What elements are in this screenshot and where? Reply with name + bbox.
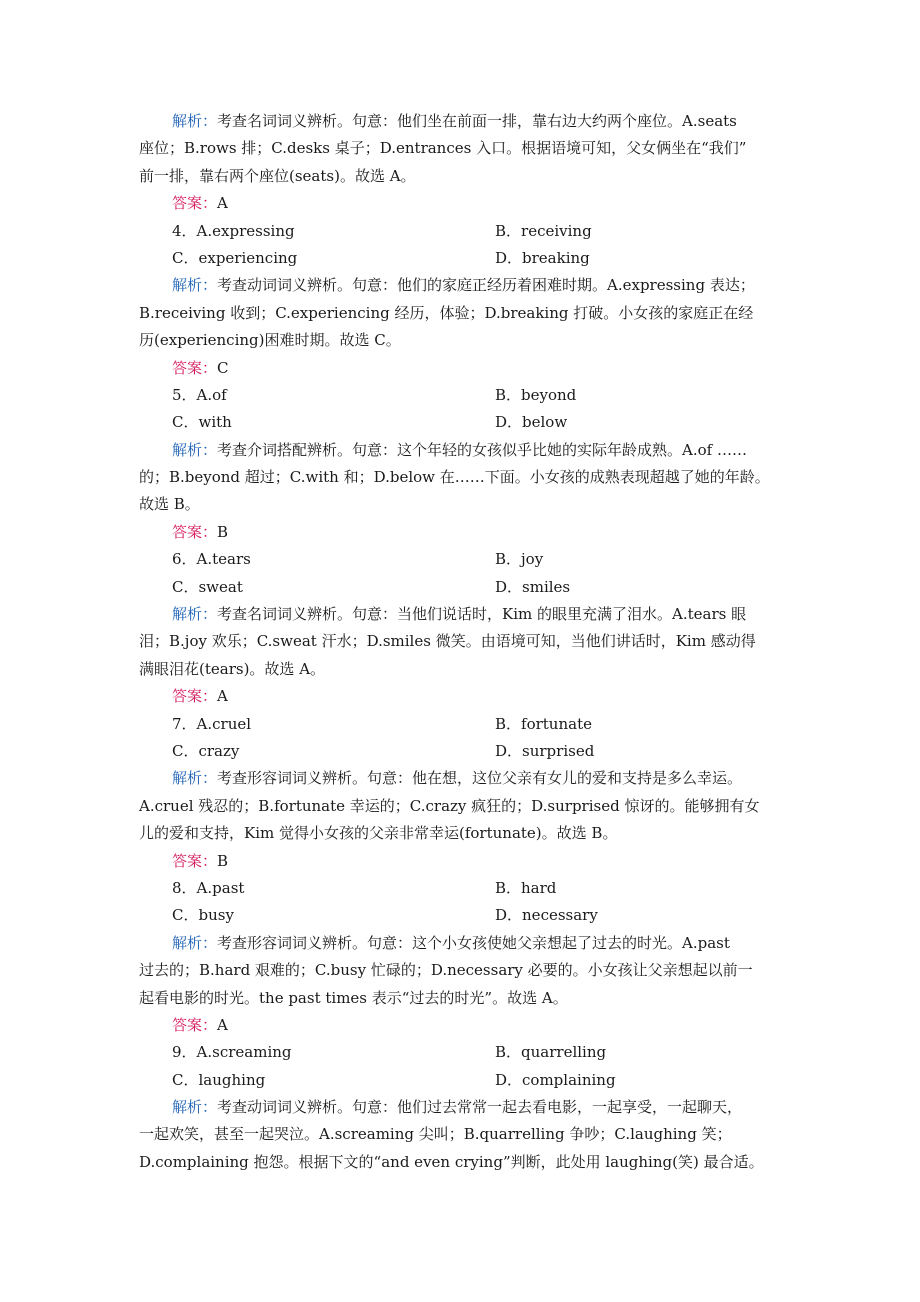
analysis-label: 解析：: [172, 605, 218, 624]
option-b: B．fortunate: [495, 714, 592, 733]
option-d: D．below: [495, 413, 568, 432]
answer-line: [139, 1012, 794, 1039]
option-d: D．breaking: [495, 248, 590, 267]
option-c: C．experiencing: [172, 248, 298, 267]
answer-label: 答案：: [172, 1015, 218, 1034]
option-d: D．smiles: [495, 577, 571, 596]
option-b: B．receiving: [495, 221, 592, 240]
option-c: C．sweat: [172, 577, 243, 596]
option-b: B．quarrelling: [495, 1043, 607, 1062]
option-a: 9．A.screaming: [172, 1043, 292, 1062]
analysis-label: 解析：: [172, 112, 218, 130]
analysis-label: 解析：: [172, 769, 218, 788]
analysis-line: 的；B.beyond 超过；C.with 和；D.below 在……下面。小女孩的成熟表现超越了她的年龄。: [139, 468, 770, 487]
analysis-line: [139, 930, 794, 957]
option-a: 8．A.past: [172, 878, 245, 897]
option-row: [139, 382, 794, 409]
analysis-line: 一起欢笑，甚至一起哭泣。A.screaming 尖叫；B.quarrelling 争吵；C.laughing 笑；: [139, 1125, 732, 1144]
option-c: C．laughing: [172, 1070, 266, 1089]
answer-value: B: [217, 522, 229, 541]
analysis-line: [139, 765, 794, 792]
analysis-line: 泪；B.joy 欢乐；C.sweat 汗水；D.smiles 微笑。由语境可知，当他们讲话时，Kim 感动得: [139, 632, 756, 651]
answer-label: 答案：: [172, 522, 218, 541]
option-b: B．joy: [495, 550, 544, 569]
analysis-line: 前一排，靠右两个座位(seats)。故选 A。: [139, 166, 416, 185]
answer-value: A: [217, 1015, 228, 1034]
analysis-line: 儿的爱和支持，Kim 觉得小女孩的父亲非常幸运(fortunate)。故选 B。: [139, 824, 618, 843]
option-row: [139, 711, 794, 738]
option-b: B．hard: [495, 878, 557, 897]
answer-value: B: [217, 851, 229, 870]
analysis-text: 考查名词词义辨析。句意：他们坐在前面一排，靠右边大约两个座位。A.seats: [217, 112, 737, 130]
answer-value: A: [217, 687, 228, 706]
analysis-line: B.receiving 收到；C.experiencing 经历，体验；D.breaking 打破。小女孩的家庭正在经: [139, 303, 754, 322]
answer-value: A: [217, 194, 228, 213]
answer-label: 答案：: [172, 851, 218, 870]
option-row: [139, 218, 794, 245]
analysis-line: A.cruel 残忍的；B.fortunate 幸运的；C.crazy 疯狂的；D.surprised 惊讶的。能够拥有女: [139, 796, 760, 815]
document-body: [139, 108, 794, 1176]
option-c: C．busy: [172, 906, 234, 925]
answer-value: C: [217, 358, 229, 377]
analysis-line: 过去的；B.hard 艰难的；C.busy 忙碌的；D.necessary 必要的。小女孩让父亲想起以前一: [139, 961, 753, 980]
option-a: 5．A.of: [172, 385, 227, 404]
analysis-line: 历(experiencing)困难时期。故选 C。: [139, 331, 401, 350]
analysis-text: 考查形容词词义辨析。句意：他在想，这位父亲有女儿的爱和支持是多么幸运。: [217, 769, 743, 788]
answer-label: 答案：: [172, 358, 218, 377]
analysis-label: 解析：: [172, 440, 218, 459]
answer-line: [139, 683, 794, 710]
answer-line: [139, 519, 794, 546]
option-a: 7．A.cruel: [172, 714, 252, 733]
option-row: [139, 875, 794, 902]
option-row: [139, 245, 794, 272]
answer-line: [139, 355, 794, 382]
analysis-line: [139, 272, 794, 299]
answer-label: 答案：: [172, 194, 218, 213]
analysis-line: 座位；B.rows 排；C.desks 桌子；D.entrances 入口。根据语境可知，父女俩坐在“我们”: [139, 139, 747, 158]
analysis-label: 解析：: [172, 276, 218, 295]
option-b: B．beyond: [495, 385, 577, 404]
analysis-label: 解析：: [172, 1098, 218, 1117]
option-a: 4．A.expressing: [172, 221, 295, 240]
analysis-text: 考查动词词义辨析。句意：他们的家庭正经历着困难时期。A.expressing 表达；: [217, 276, 755, 295]
option-row: [139, 738, 794, 765]
option-d: D．surprised: [495, 741, 595, 760]
option-row: [139, 902, 794, 929]
analysis-text: 考查介词搭配辨析。句意：这个年轻的女孩似乎比她的实际年龄成熟。A.of ……: [217, 440, 747, 459]
analysis-text: 考查动词词义辨析。句意：他们过去常常一起去看电影，一起享受，一起聊天，: [217, 1098, 743, 1117]
analysis-line: D.complaining 抱怨。根据下文的“and even crying”判断，此处用 laughing(笑) 最合适。: [139, 1152, 764, 1171]
option-row: [139, 546, 794, 573]
option-row: [139, 1067, 794, 1094]
option-d: D．necessary: [495, 906, 598, 925]
option-c: C．with: [172, 413, 232, 432]
analysis-line: [139, 108, 794, 135]
option-row: [139, 409, 794, 436]
option-c: C．crazy: [172, 741, 240, 760]
analysis-line: [139, 437, 794, 464]
answer-line: [139, 848, 794, 875]
analysis-line: 满眼泪花(tears)。故选 A。: [139, 659, 326, 678]
analysis-line: [139, 601, 794, 628]
analysis-line: 故选 B。: [139, 495, 200, 514]
option-row: [139, 1039, 794, 1066]
option-a: 6．A.tears: [172, 550, 251, 569]
analysis-line: [139, 1094, 794, 1121]
answer-line: [139, 190, 794, 217]
analysis-text: 考查形容词词义辨析。句意：这个小女孩使她父亲想起了过去的时光。A.past: [217, 933, 730, 952]
analysis-text: 考查名词词义辨析。句意：当他们说话时，Kim 的眼里充满了泪水。A.tears 眼: [217, 605, 747, 624]
option-d: D．complaining: [495, 1070, 616, 1089]
analysis-line: 起看电影的时光。the past times 表示“过去的时光”。故选 A。: [139, 988, 568, 1007]
answer-label: 答案：: [172, 687, 218, 706]
option-row: [139, 574, 794, 601]
analysis-label: 解析：: [172, 933, 218, 952]
